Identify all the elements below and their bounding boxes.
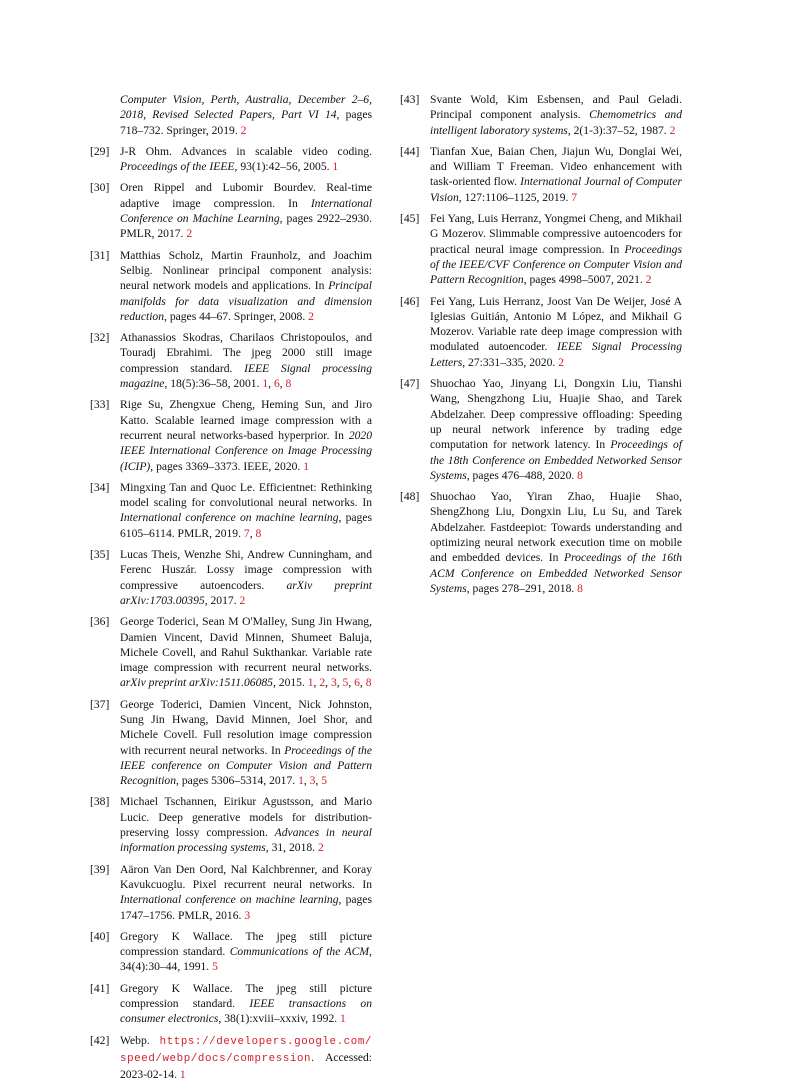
reference-entry	[90, 981, 372, 1027]
reference-list-left	[90, 144, 372, 1027]
reference-venue: International Journal of Computer Vision	[430, 175, 682, 204]
reference-authors: J-R Ohm. Advances in scalable video coding.	[120, 144, 372, 158]
citation-backlink[interactable]: 2	[239, 593, 246, 607]
reference-entry	[90, 397, 372, 473]
reference-details: , 34(4):30–44, 1991.	[120, 945, 372, 974]
reference-details: , pages 476–488, 2020.	[466, 468, 578, 482]
reference-venue: arXiv preprint arXiv:1511.06085	[120, 676, 273, 690]
reference-details: , pages 718–732. Springer, 2019.	[120, 108, 372, 137]
citation-backlink[interactable]: 2	[645, 273, 652, 287]
reference-number: [34]	[90, 480, 110, 494]
reference-authors: Lucas Theis, Wenzhe Shi, Andrew Cunningham, and Ferenc Huszár. Lossy image compression with compressive autoencoders.	[120, 548, 372, 592]
citation-backlink[interactable]: 8	[577, 581, 583, 595]
reference-venue: Proceedings of the 18th Conference on Embedded Networked Sensor Systems	[430, 438, 682, 482]
reference-number: [40]	[90, 929, 110, 943]
reference-venue: International Conference on Machine Learning	[120, 196, 372, 226]
citation-backlink[interactable]: 2	[669, 123, 676, 137]
reference-details: , 2015.	[272, 676, 308, 690]
citation-backlink[interactable]: 5	[321, 774, 328, 788]
reference-entry	[400, 92, 682, 138]
reference-details: , 18(5):36–58, 2001.	[164, 377, 263, 391]
reference-entry	[90, 180, 372, 241]
reference-venue: Computer Vision, Perth, Australia, December 2–6, 2018, Revised Selected Papers, Part VI 14	[120, 93, 372, 122]
reference-authors: George Toderici, Damien Vincent, Nick Johnston, Sung Jin Hwang, David Minnen, Joel Shor, and Michele Covell. Full resolution image compression with recurrent neural networks. In	[120, 697, 372, 757]
citation-backlink[interactable]: 1	[179, 1068, 186, 1082]
reference-authors: Aäron Van Den Oord, Nal Kalchbrenner, and Koray Kavukcuoglu. Pixel recurrent neural networks. In	[120, 862, 372, 891]
citation-backlink[interactable]: 2	[240, 123, 247, 137]
reference-details: , 38(1):xviii–xxxiv, 1992.	[218, 1012, 341, 1026]
reference-details: , pages 5306–5314, 2017.	[176, 774, 299, 788]
reference-venue: International conference on machine learning	[120, 893, 339, 907]
citation-backlink[interactable]: 7	[571, 190, 578, 204]
reference-number: [35]	[90, 548, 110, 562]
reference-entry	[400, 294, 682, 370]
reference-entry	[90, 144, 372, 175]
reference-number: [29]	[90, 144, 110, 158]
reference-authors: Rige Su, Zhengxue Cheng, Heming Sun, and Jiro Katto. Scalable learned image compression with a recurrent neural networks-based hyperprior. In	[120, 398, 372, 442]
reference-number: [30]	[90, 181, 110, 195]
citation-backlink[interactable]: 6	[354, 676, 360, 690]
citation-backlink[interactable]: 3	[244, 908, 251, 922]
reference-details: , 31, 2018.	[265, 841, 318, 855]
citation-backlink[interactable]: 2	[558, 355, 564, 369]
reference-number: [41]	[90, 981, 110, 995]
citation-backlink[interactable]: 2	[186, 227, 193, 241]
reference-authors: Gregory K Wallace. The jpeg still picture compression standard.	[120, 981, 372, 1011]
reference-authors: Mingxing Tan and Quoc Le. Efficientnet: Rethinking model scaling for convolutional neural networks. In	[120, 480, 372, 510]
reference-number: [31]	[90, 248, 110, 262]
reference-details: , 27:331–335, 2020.	[462, 355, 559, 369]
citation-backlink[interactable]: 5	[342, 676, 349, 690]
citation-backlink[interactable]: 2	[317, 841, 324, 855]
reference-entry	[90, 1033, 372, 1083]
reference-venue: Advances in neural information processing systems	[120, 826, 372, 855]
reference-details: , 127:1106–1125, 2019.	[458, 190, 572, 204]
citation-backlink[interactable]: 3	[330, 676, 337, 690]
citation-backlink[interactable]: 1	[340, 1012, 346, 1026]
reference-authors: Gregory K Wallace. The jpeg still picture compression standard.	[120, 929, 372, 959]
citation-backlink[interactable]: 1	[307, 676, 314, 690]
reference-details: , 93(1):42–56, 2005.	[234, 160, 333, 174]
reference-details: , pages 44–67. Springer, 2008.	[164, 309, 309, 323]
citation-backlink[interactable]: 3	[309, 774, 316, 788]
reference-authors: Fei Yang, Luis Herranz, Yongmei Cheng, and Mikhail G Mozerov. Slimmable compressive autoencoders for practical neural image compression. In	[430, 212, 682, 256]
reference-authors: Matthias Scholz, Martin Fraunholz, and Joachim Selbig. Nonlinear principal component analysis: neural network models and applications. In	[120, 248, 372, 293]
reference-details: , pages 4998–5007, 2021.	[523, 273, 646, 287]
reference-venue: Principal manifolds for data visualization and dimension reduction	[120, 279, 372, 323]
reference-authors: Oren Rippel and Lubomir Bourdev. Real-time adaptive image compression. In	[120, 181, 372, 210]
citation-backlink[interactable]: 1	[332, 160, 339, 174]
reference-number: [43]	[400, 93, 420, 106]
reference-details: , pages 2922–2930. PMLR, 2017.	[120, 212, 373, 241]
reference-entry	[400, 376, 682, 483]
reference-number: [33]	[90, 398, 110, 412]
reference-venue: International conference on machine learning	[120, 511, 339, 525]
reference-details: , pages 3369–3373. IEEE, 2020.	[150, 459, 304, 473]
reference-number: [48]	[400, 490, 420, 504]
reference-authors: Fei Yang, Luis Herranz, Joost Van De Weijer, José A Iglesias Guitián, Antonio M López, and Mikhail G Mozerov. Variable rate deep image compression with modulated autoencoder.	[430, 294, 682, 354]
reference-venue: Proceedings of the IEEE/CVF Conference on Computer Vision and Pattern Recognition	[430, 242, 682, 287]
reference-entry	[90, 248, 372, 324]
reference-entry: [37] George Toderici, Damien Vincent, Nick Johnston, Sung Jin Hwang, David Minnen, Joel Shor, and Michele Covell. Full resolution image compression with recurrent neural networks. In Proceedings of the IEEE conference on Computer Vision and Pattern Recognition, pages 5306–5314, 2017. 1, 3, 5	[90, 697, 372, 788]
reference-details: , pages 6105–6114. PMLR, 2019.	[120, 511, 372, 540]
citation-backlink[interactable]: 1	[303, 459, 310, 473]
right-column	[400, 92, 682, 602]
reference-number: [45]	[400, 212, 420, 226]
reference-venue: IEEE transactions on consumer electronics	[120, 997, 372, 1026]
reference-authors: Shuochao Yao, Yiran Zhao, Huajie Shao, ShengZhong Liu, Dongxin Liu, Lu Su, and Tarek Abdelzaher. Fastdeepiot: Towards understanding and optimizing neural network execution time on mobile and embedded devices. In	[430, 490, 682, 565]
reference-authors: Athanassios Skodras, Charilaos Christopoulos, and Touradj Ebrahimi. The jpeg 2000 still image compression standard.	[120, 331, 372, 375]
citation-backlink[interactable]: 5	[212, 960, 218, 974]
reference-venue: IEEE Signal Processing Letters	[430, 340, 682, 369]
reference-number: [37]	[90, 697, 110, 711]
reference-number: [38]	[90, 795, 110, 809]
reference-number: [36]	[90, 615, 110, 629]
reference-entry: [34] Mingxing Tan and Quoc Le. Efficientnet: Rethinking model scaling for convolutional neural networks. In International conference on machine learning, pages 6105–6114. PMLR, 2019. 7, 8	[90, 480, 372, 540]
reference-entry	[90, 547, 372, 608]
reference-entry	[400, 489, 682, 596]
reference-venue: 2020 IEEE International Conference on Image Processing (ICIP)	[120, 428, 372, 473]
citation-backlink[interactable]: 1	[298, 774, 304, 788]
citation-backlink[interactable]: 8	[577, 468, 583, 482]
reference-entry	[400, 211, 682, 287]
reference-details: , 2017.	[204, 593, 240, 607]
reference-authors: Webp.	[120, 1033, 160, 1047]
reference-authors: Michael Tschannen, Eirikur Agustsson, and Mario Lucic. Deep generative models for distribution-preserving lossy compression.	[120, 795, 372, 840]
reference-venue: Chemometrics and intelligent laboratory systems	[430, 108, 682, 137]
reference-entry	[90, 862, 372, 923]
citation-backlink[interactable]: 6	[273, 377, 280, 391]
reference-details: , pages 278–291, 2018.	[466, 581, 578, 595]
reference-number: [42]	[90, 1033, 110, 1047]
reference-url-link[interactable]: https://developers.google.com/speed/webp/docs/compression	[120, 1035, 372, 1065]
reference-authors: George Toderici, Sean M O'Malley, Sung Jin Hwang, Damien Vincent, David Minnen, Shumeet Baluja, Michele Covell, and Rahul Sukthankar. Variable rate image compression with recurrent neural networks.	[120, 615, 372, 675]
reference-authors: Shuochao Yao, Jinyang Li, Dongxin Liu, Tianshi Wang, Shengzhong Liu, Huajie Shao, and Tarek Abdelzaher. Deep compressive offloading: Speeding up neural network inference by trading edge computation for network latency. In	[430, 377, 682, 452]
citation-backlink[interactable]: 8	[365, 676, 372, 690]
reference-entry	[90, 929, 372, 975]
citation-backlink[interactable]: 1	[262, 377, 269, 391]
reference-authors: Svante Wold, Kim Esbensen, and Paul Geladi. Principal component analysis.	[430, 93, 682, 122]
left-column	[90, 92, 372, 1089]
reference-number: [44]	[400, 144, 420, 158]
reference-venue: IEEE Signal processing magazine	[120, 361, 373, 391]
reference-entry	[90, 794, 372, 855]
citation-backlink[interactable]: 8	[285, 377, 292, 391]
reference-number: [39]	[90, 862, 110, 876]
reference-authors: Tianfan Xue, Baian Chen, Jiajun Wu, Donglai Wei, and William T Freeman. Video enhancement with task-oriented flow.	[430, 144, 682, 189]
reference-venue: Proceedings of the 16th ACM Conference on Embedded Networked Sensor Systems	[430, 551, 683, 595]
reference-entry	[400, 144, 682, 205]
citation-backlink[interactable]: 2	[308, 309, 314, 323]
citation-backlink[interactable]: 7	[243, 526, 250, 540]
reference-number: [32]	[90, 331, 110, 345]
reference-continuation	[90, 92, 372, 138]
citation-backlink[interactable]: 8	[255, 526, 262, 540]
reference-details: , 2(1-3):37–52, 1987.	[567, 123, 670, 137]
reference-details: , pages 1747–1756. PMLR, 2016.	[120, 893, 372, 922]
citation-backlink[interactable]: 2	[319, 676, 326, 690]
reference-venue: Proceedings of the IEEE conference on Computer Vision and Pattern Recognition	[120, 743, 372, 788]
reference-entry: [32] Athanassios Skodras, Charilaos Christopoulos, and Touradj Ebrahimi. The jpeg 2000 still image compression standard. IEEE Signal processing magazine, 18(5):36–58, 2001. 1, 6, 8	[90, 331, 373, 391]
reference-details: . Accessed: 2023-02-14.	[120, 1050, 372, 1082]
reference-venue: Communications of the ACM	[229, 945, 370, 959]
reference-venue: Proceedings of the IEEE	[120, 160, 235, 174]
reference-number: [46]	[400, 294, 420, 308]
reference-number: [47]	[400, 377, 420, 391]
reference-entry: [36] George Toderici, Sean M O'Malley, Sung Jin Hwang, Damien Vincent, David Minnen, Shumeet Baluja, Michele Covell, and Rahul Sukthankar. Variable rate image compression with recurrent neural networks. arXiv preprint arXiv:1511.06085, 2015. 1, 2, 3, 5, 6, 8	[90, 615, 372, 690]
reference-venue: arXiv preprint arXiv:1703.00395	[120, 578, 372, 607]
